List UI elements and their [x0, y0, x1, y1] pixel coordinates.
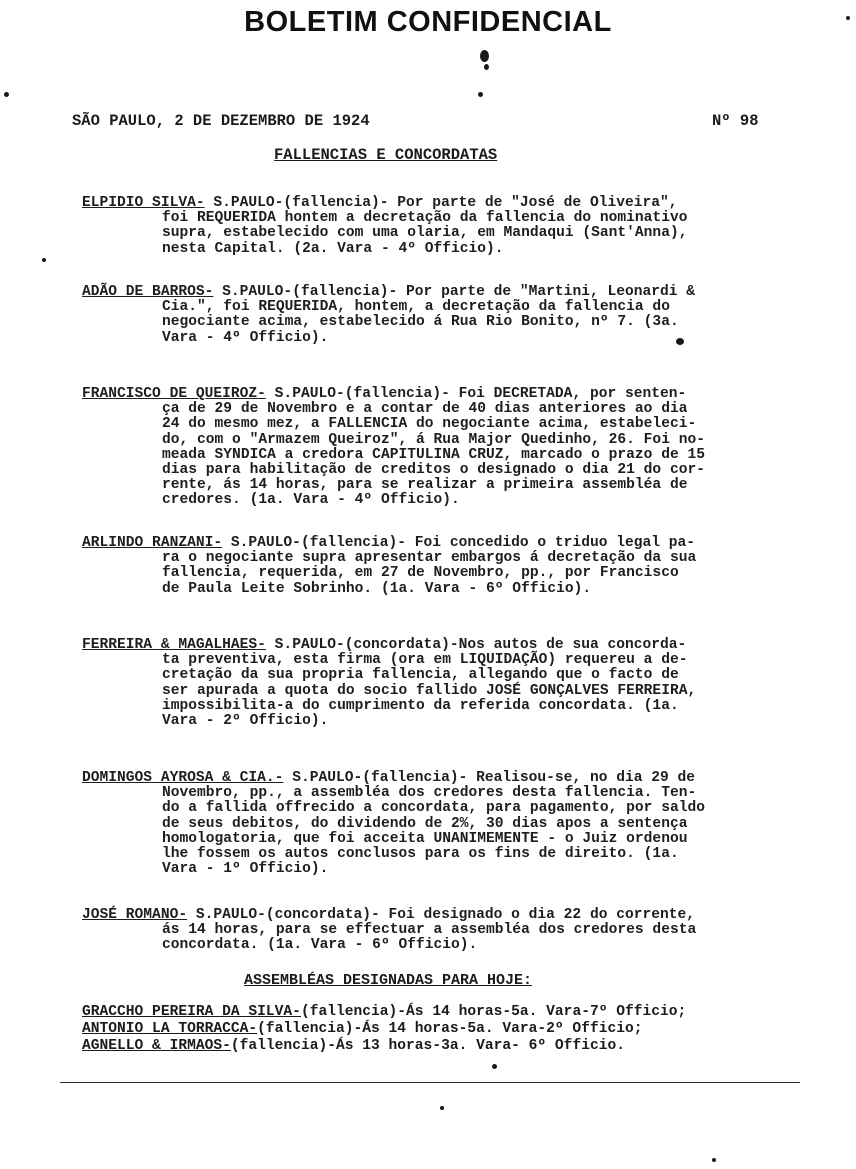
entry-line: (fallencia)-Ás 13 horas-3a. Vara- 6º Officio. [230, 1038, 625, 1054]
ink-speck [484, 64, 489, 70]
entry-line: impossibilita-a do cumprimento da referida concordata. (1a. [162, 697, 679, 714]
entry-line: 24 do mesmo mez, a FALLENCIA do negociante acima, estabeleci- [162, 416, 697, 433]
entry-line: credores. (1a. Vara - 4º Officio). [162, 492, 460, 509]
entry-name: GRACCHO PEREIRA DA SILVA- [82, 1004, 301, 1020]
entry-line: ça de 29 de Novembro e a contar de 40 dias anteriores ao dia [162, 401, 688, 418]
entry-line: do, com o "Armazem Queiroz", á Rua Major Quedinho, 26. Foi no- [162, 431, 705, 448]
entry-ferreira-magalhaes [82, 638, 782, 729]
entry-line: ra o negociante supra apresentar embargos á decretação da sua [162, 550, 697, 567]
entry-line: de Paula Leite Sobrinho. (1a. Vara - 6º Officio). [162, 580, 592, 597]
entry-francisco-de-queiroz [82, 387, 782, 509]
entry-line: (fallencia)-Ás 14 horas-5a. Vara-2º Officio; [257, 1021, 643, 1037]
entry-line: negociante acima, estabelecido á Rua Rio Bonito, nº 7. (3a. [162, 314, 679, 331]
entry-line: Vara - 2º Officio). [162, 713, 329, 730]
entry-line: S.PAULO-(concordata)- Foi designado o dia 22 do corrente, [187, 907, 696, 923]
entry-name: ARLINDO RANZANI- [82, 535, 223, 551]
ink-speck [440, 1106, 444, 1110]
entry-name: AGNELLO & IRMAOS- [82, 1038, 231, 1054]
entry-line: cretação da sua propria fallencia, allegando que o facto de [162, 667, 679, 684]
entry-line: do a fallida offrecido a concordata, para pagamento, por saldo [162, 800, 705, 817]
list-item [82, 1004, 686, 1021]
entry-line: dias para habilitação de creditos o designado o dia 21 do cor- [162, 462, 705, 479]
bulletin-number: Nº 98 [712, 112, 759, 130]
ink-speck [4, 92, 9, 97]
list-item [82, 1021, 686, 1038]
assembleias-list [82, 1004, 686, 1055]
entry-line: homologatoria, que foi acceita UNANIMEMENTE - o Juiz ordenou [162, 830, 688, 847]
entry-line: Vara - 1º Officio). [162, 861, 329, 878]
entry-name: ADÃO DE BARROS- [82, 284, 214, 300]
dateline: SÃO PAULO, 2 DE DEZEMBRO DE 1924 [72, 112, 370, 130]
entry-line: rente, ás 14 horas, para se realizar a primeira assembléa de [162, 477, 688, 494]
ink-speck [846, 16, 850, 20]
entry-line: lhe fossem os autos conclusos para os fins de direito. (1a. [162, 846, 679, 863]
entry-elpidio-silva [82, 196, 782, 257]
ink-speck [676, 338, 684, 345]
entry-arlindo-ranzani [82, 536, 782, 597]
ink-speck [42, 258, 46, 262]
page-title: BOLETIM CONFIDENCIAL [244, 6, 612, 38]
entry-line: S.PAULO-(fallencia)- Foi DECRETADA, por senten- [265, 386, 687, 402]
entry-name: FRANCISCO DE QUEIROZ- [82, 386, 266, 402]
ink-speck [712, 1158, 716, 1162]
entry-line: Cia.", foi REQUERIDA, hontem, a decretação da fallencia do [162, 299, 670, 316]
entry-name: FERREIRA & MAGALHAES- [82, 637, 266, 653]
section-heading: FALLENCIAS E CONCORDATAS [274, 146, 498, 164]
ink-speck [492, 1064, 497, 1069]
entry-line: fallencia, requerida, em 27 de Novembro, pp., por Francisco [162, 565, 679, 582]
entry-line: nesta Capital. (2a. Vara - 4º Officio). [162, 240, 504, 257]
entry-line: Novembro, pp., a assembléa dos credores desta fallencia. Ten- [162, 785, 697, 802]
entry-line: S.PAULO-(fallencia)- Foi concedido o triduo legal pa- [222, 535, 696, 551]
entry-line: S.PAULO-(fallencia)- Por parte de "José de Oliveira", [204, 195, 678, 211]
entry-name: DOMINGOS AYROSA & CIA.- [82, 770, 284, 786]
entry-line: supra, estabelecido com uma olaria, em Mandaqui (Sant'Anna), [162, 225, 688, 242]
ink-speck [478, 92, 483, 97]
entry-domingos-ayrosa [82, 771, 782, 877]
entry-line: (fallencia)-Ás 14 horas-5a. Vara-7º Officio; [300, 1004, 687, 1020]
entry-jose-romano [82, 908, 782, 954]
entry-line: ás 14 horas, para se effectuar a assembléa dos credores desta [162, 922, 697, 939]
entry-line: S.PAULO-(fallencia)- Por parte de "Martini, Leonardi & [213, 284, 696, 300]
entry-line: S.PAULO-(fallencia)- Realisou-se, no dia 29 de [283, 770, 696, 786]
ink-speck [480, 50, 489, 62]
entry-line: ta preventiva, esta firma (ora em LIQUIDAÇÃO) requereu a de- [162, 652, 688, 669]
entry-name: ANTONIO LA TORRACCA- [82, 1021, 258, 1037]
entry-name: JOSÉ ROMANO- [82, 907, 188, 923]
list-item [82, 1038, 686, 1055]
entry-adao-de-barros [82, 285, 782, 346]
entry-line: S.PAULO-(concordata)-Nos autos de sua concorda- [265, 637, 687, 653]
assembleias-heading: ASSEMBLÉAS DESIGNADAS PARA HOJE: [244, 972, 533, 989]
entry-line: concordata. (1a. Vara - 6º Officio). [162, 937, 478, 954]
entry-name: ELPIDIO SILVA- [82, 195, 205, 211]
entry-line: ser apurada a quota do socio fallido JOSÉ GONÇALVES FERREIRA, [162, 682, 697, 699]
entry-line: Vara - 4º Officio). [162, 329, 329, 346]
bottom-rule [60, 1082, 800, 1083]
entry-line: meada SYNDICA a credora CAPITULINA CRUZ, marcado o prazo de 15 [162, 446, 705, 463]
entry-line: de seus debitos, do dividendo de 2%, 30 dias apos a sentença [162, 815, 688, 832]
entry-line: foi REQUERIDA hontem a decretação da fallencia do nominativo [162, 210, 688, 227]
